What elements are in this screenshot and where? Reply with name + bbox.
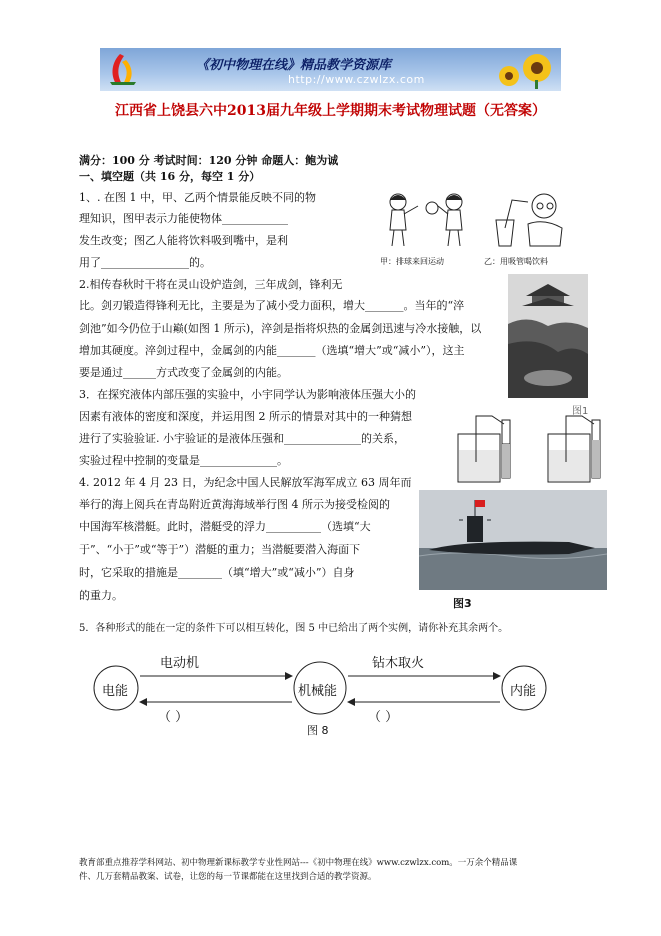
q1-line4: 用了________________的。 <box>79 256 211 269</box>
q5-text: 5．各种形式的能在一定的条件下可以相互转化，图 5 中已给出了两个实例，请你补充其余两个。 <box>79 623 509 634</box>
label-electric-motor: 电动机 <box>160 656 200 671</box>
q4-line5: 时，它采取的措施是________（填“增大”或“减小”）自身 <box>79 566 355 579</box>
figure3-caption: 图3 <box>453 597 472 610</box>
q3-line3: 进行了实验验证. 小宇验证的是液体压强和______________的关系， <box>79 432 405 445</box>
footer-line2: 件、几万套精品教案、试卷，让您的每一节课都能在这里找到合适的教学资源。 <box>79 872 377 882</box>
figure1-caption-a: 甲：排球来回运动 <box>380 257 444 266</box>
figure1-photo <box>508 274 588 398</box>
q2-line1: 2.相传春秋时干将在灵山设炉造剑，三年成剑，锋利无 <box>79 278 343 291</box>
q2-line5: 要是通过______方式改变了金属剑的内能。 <box>79 366 288 379</box>
figure2-pressure-apparatus <box>452 410 612 486</box>
figure1-label: 图1 <box>572 406 589 417</box>
footer-note <box>79 856 589 884</box>
q1-line3: 发生改变；图乙人能将饮料吸到嘴中，是利 <box>79 234 288 247</box>
q4-line3: 中国海军核潜艇。此时，潜艇受的浮力__________（选填“大 <box>79 520 371 533</box>
q4-line6: 的重力。 <box>79 589 123 602</box>
blank-left: （ ） <box>158 710 189 725</box>
site-logo-icon <box>106 52 140 86</box>
figure5-caption: 图 8 <box>307 724 329 737</box>
q4-line2: 举行的海上阅兵在青岛附近黄海海域举行图 4 所示为接受检阅的 <box>79 498 390 511</box>
banner-slogan: 《初中物理在线》精品教学资源库 <box>196 58 392 73</box>
node-electric-energy: 电能 <box>102 684 129 699</box>
q2-line2: 比。剑刃锻造得锋利无比，主要是为了减小受力面积，增大_______。当年的“淬 <box>79 299 465 312</box>
header-banner <box>100 48 561 91</box>
blank-right: （ ） <box>368 710 399 725</box>
figure3-submarine-photo <box>419 490 607 590</box>
banner-url: http://www.czwlzx.com <box>288 73 425 86</box>
sunflower-icon <box>487 50 557 89</box>
figure1-illustration <box>378 188 578 254</box>
q1-line2: 理知识，图甲表示力能使物体____________ <box>79 212 288 225</box>
q2-line4: 增加其硬度。淬剑过程中，金属剑的内能_______（选填“增大”或“减小”），这主 <box>79 344 465 357</box>
q3-line1: 3．在探究液体内部压强的实验中，小宇同学认为影响液体压强大小的 <box>79 388 416 401</box>
figure1-caption-b: 乙：用吸管喝饮料 <box>484 257 548 266</box>
q3-line2: 因素有液体的密度和深度，并运用图 2 所示的情景对其中的一种猜想 <box>79 410 412 423</box>
q4-line1: 4. 2012 年 4 月 23 日，为纪念中国人民解放军海军成立 63 周年而 <box>79 476 412 489</box>
q1-line1: 1、. 在图 1 中，甲、乙两个情景能反映不同的物 <box>79 191 316 204</box>
q3-line4: 实验过程中控制的变量是______________。 <box>79 454 288 467</box>
node-internal-energy: 内能 <box>510 684 537 699</box>
exam-meta: 满分：100 分 考试时间：120 分钟 命题人：鲍为诚 <box>79 154 339 167</box>
footer-line1: 教育部重点推荐学科网站、初中物理新课标教学专业性网站---《初中物理在线》www.czwlzx.com。一万余个精品课 <box>79 858 518 868</box>
q2-line3: 剑池”如今仍位于山巅(如图 1 所示)，淬剑是指将炽热的金属剑迅速与冷水接触，以 <box>79 322 482 335</box>
section-heading: 一、填空题（共 16 分，每空 1 分） <box>79 170 261 183</box>
page-title: 江西省上饶县六中2013届九年级上学期期末考试物理试题（无答案） <box>115 103 546 119</box>
node-mechanical-energy: 机械能 <box>298 684 338 699</box>
label-drill-wood-fire: 钻木取火 <box>372 656 425 671</box>
q4-line4: 于”、“小于”或“等于”）潜艇的重力；当潜艇要潜入海面下 <box>79 543 361 556</box>
